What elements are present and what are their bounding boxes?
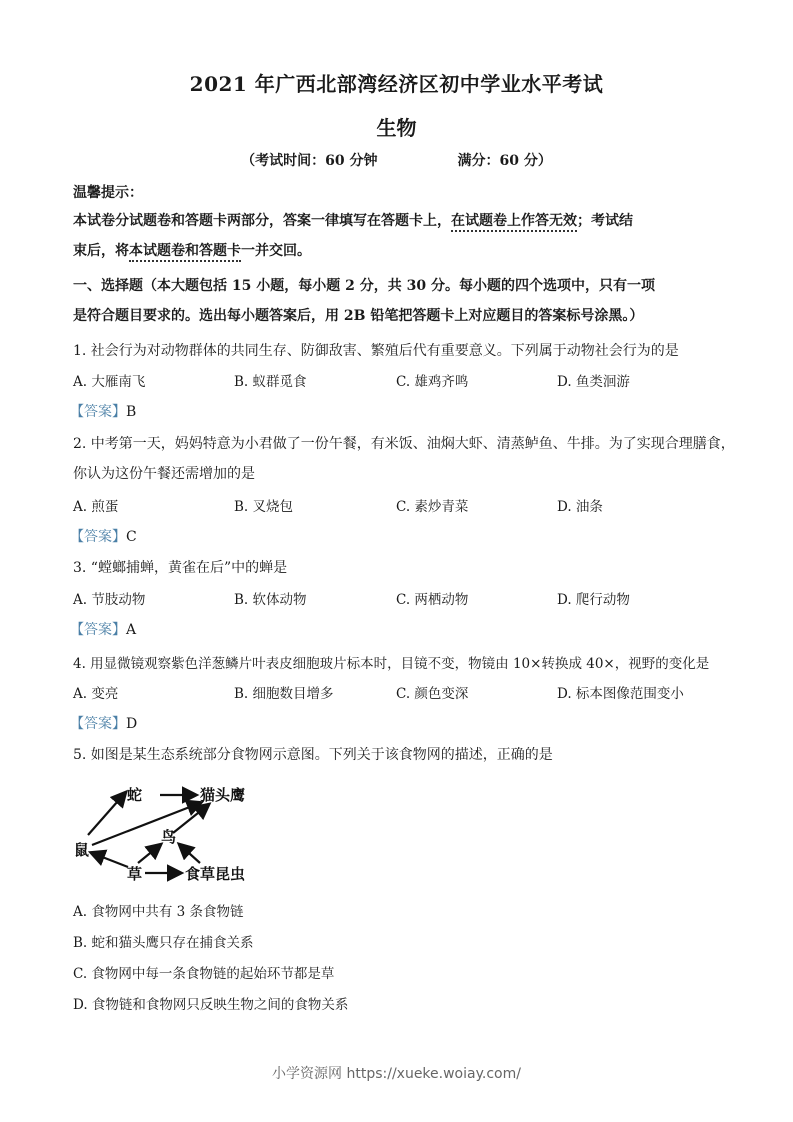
question-3-option-b: B. 软体动物 — [234, 592, 307, 608]
exam-meta — [0, 150, 793, 170]
question-2-stem-line-2: 你认为这份午餐还需增加的是 — [73, 466, 255, 482]
question-5-option-c: C. 食物网中每一条食物链的起始环节都是草 — [73, 966, 335, 982]
food-web-bird: 鸟 — [161, 828, 177, 846]
notice-heading: 温馨提示： — [73, 185, 143, 201]
question-1-answer: 【答案】B — [70, 404, 137, 420]
question-3-option-a: A. 节肢动物 — [73, 592, 146, 608]
food-web-insect: 食草昆虫 — [185, 865, 246, 883]
section-1-instructions-line-1: 一、选择题（本大题包括 15 小题，每小题 2 分，共 30 分。每小题的四个选项中，只有一项 — [73, 278, 655, 294]
question-4-option-d: D. 标本图像范围变小 — [557, 686, 684, 702]
question-2-option-c: C. 素炒青菜 — [396, 499, 469, 515]
question-1-option-c: C. 雄鸡齐鸣 — [396, 374, 469, 390]
question-1-stem: 1. 社会行为对动物群体的共同生存、防御敌害、繁殖后代有重要意义。下列属于动物社会行为的是 — [73, 343, 679, 359]
question-2-answer: 【答案】C — [70, 529, 137, 545]
notice-line-2: 束后，将本试题卷和答题卡一并交回。 — [73, 240, 311, 260]
question-3-option-c: C. 两栖动物 — [396, 592, 469, 608]
notice-line-1: 本试卷分试题卷和答题卡两部分，答案一律填写在答题卡上，在试题卷上作答无效；考试结 — [73, 210, 633, 230]
question-4-option-c: C. 颜色变深 — [396, 686, 469, 702]
question-1-option-a: A. 大雁南飞 — [73, 374, 146, 390]
question-4-stem: 4. 用显微镜观察紫色洋葱鳞片叶表皮细胞玻片标本时，目镜不变，物镜由 10×转换成 40×，视野的变化是 — [73, 656, 710, 672]
food-web-svg — [70, 775, 270, 890]
full-score: 满分：60 分） — [457, 153, 552, 169]
question-5-option-a: A. 食物网中共有 3 条食物链 — [73, 904, 244, 920]
food-web-owl: 猫头鹰 — [200, 786, 246, 804]
footer-watermark: 小学资源网 https://xueke.woiay.com/ — [272, 1066, 521, 1082]
question-1-option-b: B. 蚁群觅食 — [234, 374, 307, 390]
exam-title: 2021 年广西北部湾经济区初中学业水平考试 — [189, 72, 604, 96]
question-1-option-d: D. 鱼类洄游 — [557, 374, 630, 390]
question-4-option-a: A. 变亮 — [73, 686, 119, 702]
question-3-option-d: D. 爬行动物 — [557, 592, 630, 608]
food-web-snake: 蛇 — [127, 786, 143, 804]
question-4-option-b: B. 细胞数目增多 — [234, 686, 334, 702]
food-web-grass: 草 — [127, 865, 143, 883]
exam-subject: 生物 — [376, 116, 417, 140]
food-web-diagram — [70, 775, 270, 890]
question-2-option-b: B. 叉烧包 — [234, 499, 294, 515]
question-5-option-b: B. 蛇和猫头鹰只存在捕食关系 — [73, 935, 254, 951]
question-5-stem: 5. 如图是某生态系统部分食物网示意图。下列关于该食物网的描述，正确的是 — [73, 747, 553, 763]
exam-time: （考试时间：60 分钟 — [241, 153, 378, 169]
question-2-option-a: A. 煎蛋 — [73, 499, 119, 515]
food-web-mouse: 鼠 — [74, 841, 90, 859]
section-1-instructions-line-2: 是符合题目要求的。选出每小题答案后，用 2B 铅笔把答题卡上对应题目的答案标号涂黑。） — [73, 308, 644, 324]
question-3-answer: 【答案】A — [70, 622, 137, 638]
question-4-answer: 【答案】D — [70, 716, 138, 732]
question-3-stem: 3. “螳螂捕蝉，黄雀在后”中的蝉是 — [73, 560, 288, 576]
question-5-option-d: D. 食物链和食物网只反映生物之间的食物关系 — [73, 997, 349, 1013]
question-2-option-d: D. 油条 — [557, 499, 603, 515]
question-2-stem-line-1: 2. 中考第一天，妈妈特意为小君做了一份午餐，有米饭、油焖大虾、清蒸鲈鱼、牛排。为了实现合理膳食， — [73, 436, 735, 452]
